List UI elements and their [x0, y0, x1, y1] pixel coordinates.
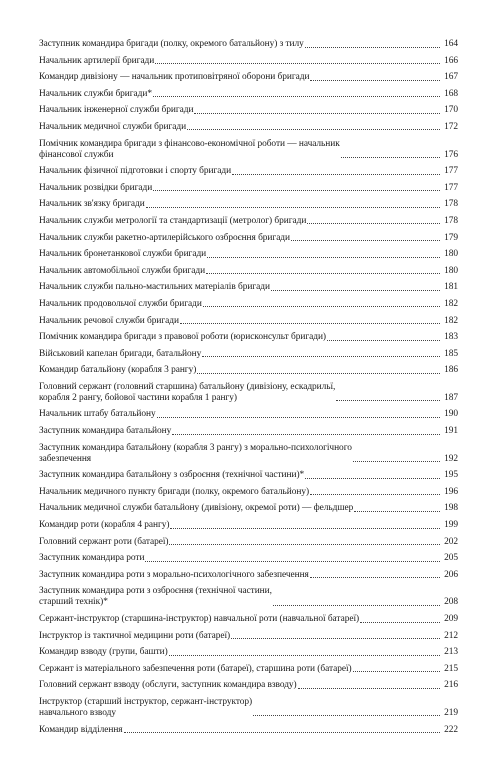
toc-entry-page-number: 180: [444, 265, 458, 276]
toc-entry-title-line: Заступник командира батальйону: [39, 426, 172, 437]
toc-entry-title: [39, 233, 290, 244]
dot-leader: [169, 544, 440, 545]
dot-leader: [157, 417, 440, 418]
toc-entry-title: [39, 122, 186, 133]
dot-leader: [307, 223, 440, 224]
toc-entry[interactable]: [39, 266, 458, 277]
toc-entry-title: [39, 56, 154, 67]
toc-entry-title: [39, 216, 306, 227]
table-of-contents: [39, 39, 458, 741]
toc-entry-title-line: фінансової служби: [39, 149, 114, 160]
toc-entry-title-line: Заступник командира батальйону (корабля 3 рангу) з морально-психологічного: [39, 442, 352, 453]
toc-entry-page-number: 212: [444, 630, 458, 641]
toc-entry-page-number: 183: [444, 332, 458, 343]
toc-entry[interactable]: [39, 680, 458, 691]
toc-entry-title: [39, 282, 270, 293]
toc-entry-title-line: Головний сержант (головний старшина) батальйону (дивізіону, ескадрильї,: [39, 381, 336, 392]
toc-entry-title-line: Заступник командира роти з морально-психологічного забезпечення: [39, 569, 309, 580]
toc-entry[interactable]: [39, 332, 458, 343]
toc-entry-page-number: 168: [444, 88, 458, 99]
toc-entry-title-line: Головний сержант взводу (обслуги, заступник командира взводу): [39, 680, 297, 691]
toc-entry-title: [39, 349, 201, 360]
toc-entry-title: [39, 537, 168, 548]
toc-entry-title: [39, 570, 309, 581]
toc-entry[interactable]: [39, 614, 458, 625]
toc-entry-title: [39, 409, 156, 420]
toc-entry[interactable]: [39, 503, 458, 514]
toc-entry-title: [39, 39, 304, 50]
dot-leader: [336, 400, 440, 401]
dot-leader: [146, 207, 440, 208]
toc-entry-page-number: 205: [444, 553, 458, 564]
toc-entry-title-line: Начальник зв'язку бригади: [39, 199, 145, 210]
toc-entry-page-number: 170: [444, 105, 458, 116]
toc-entry-title: [39, 487, 309, 498]
dot-leader: [341, 157, 440, 158]
toc-entry-title-line: Начальник бронетанкової служби бригади: [39, 249, 207, 260]
dot-leader: [354, 511, 440, 512]
toc-entry-page-number: 219: [444, 707, 458, 718]
toc-entry[interactable]: [39, 199, 458, 210]
toc-entry-page-number: 209: [444, 614, 458, 624]
toc-entry-page-number: 177: [444, 166, 458, 177]
toc-entry-title-line: Командир взводу (групи, башти): [39, 647, 168, 658]
toc-entry-page-number: 182: [444, 298, 458, 309]
toc-entry-title-line: Начальник служби бригади*: [39, 88, 152, 99]
dot-leader: [169, 655, 440, 656]
toc-entry-page-number: 182: [444, 315, 458, 326]
toc-entry-title: [39, 443, 352, 465]
toc-entry[interactable]: [39, 233, 458, 244]
dot-leader: [197, 373, 440, 374]
toc-entry[interactable]: [39, 426, 458, 437]
toc-entry-page-number: 178: [444, 199, 458, 210]
dot-leader: [172, 434, 440, 435]
toc-entry-title: [39, 680, 297, 691]
toc-entry-title: [39, 72, 309, 83]
dot-leader: [194, 113, 440, 114]
dot-leader: [253, 715, 440, 716]
toc-entry[interactable]: [39, 316, 458, 327]
toc-entry-page-number: 179: [444, 232, 458, 243]
toc-entry-title: [39, 470, 304, 481]
toc-entry-title: [39, 183, 152, 194]
toc-entry-page-number: 190: [444, 409, 458, 420]
dot-leader: [180, 323, 440, 324]
dot-leader: [145, 561, 440, 562]
dot-leader: [231, 638, 440, 639]
dot-leader: [310, 577, 440, 578]
toc-entry[interactable]: [39, 470, 458, 481]
dot-leader: [271, 290, 440, 291]
toc-entry-title-line: Начальник продовольчої служби бригади: [39, 298, 202, 309]
dot-leader: [353, 461, 440, 462]
toc-entry-page-number: 213: [444, 647, 458, 658]
toc-entry-page-number: 192: [444, 453, 458, 464]
toc-entry-page-number: 215: [444, 663, 458, 674]
toc-entry-page-number: 208: [444, 597, 458, 608]
toc-entry-title-line: Головний сержант роти (батареї): [39, 536, 169, 547]
toc-entry-page-number: 181: [444, 282, 458, 293]
dot-leader: [291, 240, 440, 241]
toc-entry-title-line: Сержант із матеріального забезпечення роти (батареї), старшина роти (батареї): [39, 663, 352, 674]
dot-leader: [124, 732, 440, 733]
toc-entry-title-line: старший технік)*: [39, 597, 108, 608]
toc-entry[interactable]: [39, 586, 458, 608]
toc-entry-title: [39, 426, 171, 437]
toc-entry-page-number: 185: [444, 348, 458, 359]
toc-entry-title: [39, 299, 202, 310]
toc-entry-title-line: Начальник розвідки бригади: [39, 182, 153, 193]
dot-leader: [203, 306, 440, 307]
toc-entry-title-line: Начальник штабу батальйону: [39, 409, 156, 420]
toc-entry-title: [39, 139, 340, 161]
dot-leader: [273, 605, 440, 606]
dot-leader: [202, 356, 440, 357]
toc-entry-title-line: Начальник артилерії бригади: [39, 55, 155, 66]
toc-entry-title-line: забезпечення: [39, 453, 92, 464]
toc-entry-title-line: Начальник фізичної підготовки і спорту бригади: [39, 166, 232, 177]
toc-entry-title-line: Начальник інженерної служби бригади: [39, 105, 194, 116]
toc-entry-title: [39, 199, 145, 210]
toc-entry-page-number: 206: [444, 569, 458, 580]
toc-entry[interactable]: [39, 56, 458, 67]
toc-entry[interactable]: [39, 664, 458, 675]
toc-entry-page-number: 196: [444, 486, 458, 497]
toc-entry[interactable]: [39, 520, 458, 531]
toc-entry-title: [39, 266, 205, 277]
toc-entry[interactable]: [39, 365, 458, 376]
toc-entry-title: [39, 382, 335, 404]
toc-entry-title-line: Начальник автомобільної служби бригади: [39, 265, 206, 276]
toc-entry-page-number: 199: [444, 520, 458, 531]
toc-entry-page-number: 176: [444, 149, 458, 160]
toc-entry[interactable]: [39, 487, 458, 498]
toc-entry[interactable]: [39, 89, 458, 100]
toc-entry-title-line: Начальник служби метрології та стандартизації (метролог) бригади: [39, 215, 307, 226]
toc-entry-page-number: 191: [444, 426, 458, 437]
toc-entry[interactable]: [39, 299, 458, 310]
toc-entry[interactable]: [39, 443, 458, 465]
toc-entry-page-number: 195: [444, 470, 458, 481]
toc-entry-title-line: Командир дивізіону — начальник протиповітряної оборони бригади: [39, 72, 310, 83]
toc-entry[interactable]: [39, 139, 458, 161]
toc-entry-title-line: Начальник медичної служби батальйону (дивізіону, окремої роти) — фельдшер: [39, 503, 354, 514]
toc-entry-title: [39, 614, 359, 625]
toc-entry[interactable]: [39, 570, 458, 581]
toc-entry-title-line: корабля 2 рангу, бойової частини корабля 1 рангу): [39, 392, 237, 403]
toc-entry-title-line: навчального взводу: [39, 707, 116, 718]
toc-entry-title-line: Заступник командира батальйону з озброєння (технічної частини)*: [39, 470, 305, 481]
toc-entry-title-line: Командир батальйону (корабля 3 рангу): [39, 365, 197, 376]
toc-entry[interactable]: [39, 282, 458, 293]
dot-leader: [327, 340, 440, 341]
toc-entry-title: [39, 697, 252, 719]
toc-entry-title-line: Начальник речової служби бригади: [39, 315, 179, 326]
toc-entry-title-line: Заступник командира бригади (полку, окремого батальйону) з тилу: [39, 39, 304, 49]
dot-leader: [170, 528, 440, 529]
toc-entry-title: [39, 105, 193, 116]
toc-entry[interactable]: [39, 409, 458, 420]
toc-entry-title: [39, 316, 179, 327]
toc-entry[interactable]: [39, 122, 458, 133]
toc-entry-title-line: Інструктор із тактичної медицини роти (батареї): [39, 630, 231, 641]
toc-entry-title: [39, 647, 168, 658]
toc-entry-title-line: Сержант-інструктор (старшина-інструктор) навчальної роти (навчальної батареї): [39, 614, 360, 624]
toc-entry-title: [39, 332, 326, 343]
toc-entry[interactable]: [39, 166, 458, 177]
toc-entry-title-line: Військовий капелан бригади, батальйону: [39, 348, 202, 359]
dot-leader: [298, 688, 440, 689]
dot-leader: [206, 273, 440, 274]
toc-entry-title: [39, 166, 231, 177]
toc-entry[interactable]: [39, 631, 458, 642]
toc-entry-title-line: Інструктор (старший інструктор, сержант-інструктор): [39, 696, 253, 707]
dot-leader: [155, 63, 440, 64]
toc-entry-title: [39, 586, 272, 608]
toc-entry[interactable]: [39, 382, 458, 404]
toc-entry-title: [39, 503, 353, 514]
toc-entry-title: [39, 664, 352, 675]
toc-entry-page-number: 222: [444, 724, 458, 735]
toc-entry-page-number: 172: [444, 121, 458, 132]
dot-leader: [187, 129, 440, 130]
toc-entry-page-number: 166: [444, 55, 458, 66]
toc-entry-title: [39, 249, 206, 260]
toc-entry-title-line: Помічник командира бригади з фінансово-економічної роботи — начальник: [39, 138, 340, 149]
toc-entry[interactable]: [39, 725, 458, 736]
toc-entry-page-number: 178: [444, 215, 458, 226]
dot-leader: [153, 190, 440, 191]
toc-entry-title-line: Начальник медичної служби бригади: [39, 121, 187, 132]
toc-entry-title-line: Начальник служби ракетно-артилерійського озброєння бригади: [39, 232, 290, 243]
dot-leader: [310, 80, 440, 81]
toc-entry[interactable]: [39, 537, 458, 548]
toc-entry-page-number: 216: [444, 680, 458, 691]
toc-entry-page-number: 187: [444, 392, 458, 403]
dot-leader: [360, 622, 440, 623]
toc-entry[interactable]: [39, 697, 458, 719]
dot-leader: [232, 174, 440, 175]
toc-entry-title: [39, 365, 196, 376]
toc-entry[interactable]: [39, 216, 458, 227]
toc-entry[interactable]: [39, 183, 458, 194]
toc-entry-title-line: Заступник командира роти з озброєння (технічної частини,: [39, 586, 272, 597]
toc-entry-title-line: Командир роти (корабля 4 рангу): [39, 520, 170, 531]
toc-entry-page-number: 177: [444, 182, 458, 193]
toc-entry[interactable]: [39, 349, 458, 360]
toc-entry-title: [39, 725, 123, 736]
toc-entry[interactable]: [39, 39, 458, 50]
dot-leader: [353, 671, 440, 672]
toc-entry-page-number: 164: [444, 39, 458, 49]
toc-entry-title: [39, 553, 144, 564]
toc-entry[interactable]: [39, 553, 458, 564]
toc-entry-page-number: 202: [444, 536, 458, 547]
toc-entry-title: [39, 89, 152, 100]
dot-leader: [207, 257, 440, 258]
toc-entry-title-line: Заступник командира роти: [39, 553, 145, 564]
toc-entry-title: [39, 631, 230, 642]
toc-entry[interactable]: [39, 72, 458, 83]
toc-entry-title-line: Начальник медичного пункту бригади (полку, окремого батальйону): [39, 486, 310, 497]
toc-entry-title-line: Начальник служби пально-мастильних матеріалів бригади: [39, 282, 270, 293]
toc-entry-page-number: 167: [444, 72, 458, 83]
toc-entry-title-line: Помічник командира бригади з правової роботи (юрисконсульт бригади): [39, 332, 326, 343]
dot-leader: [305, 478, 440, 479]
toc-entry[interactable]: [39, 249, 458, 260]
toc-entry[interactable]: [39, 105, 458, 116]
toc-entry-title-line: Командир відділення: [39, 724, 123, 735]
dot-leader: [310, 494, 440, 495]
toc-entry[interactable]: [39, 647, 458, 658]
dot-leader: [153, 96, 440, 97]
toc-entry-page-number: 198: [444, 503, 458, 514]
toc-entry-title: [39, 520, 169, 531]
toc-entry-page-number: 186: [444, 365, 458, 376]
toc-entry-page-number: 180: [444, 249, 458, 260]
dot-leader: [305, 47, 440, 48]
